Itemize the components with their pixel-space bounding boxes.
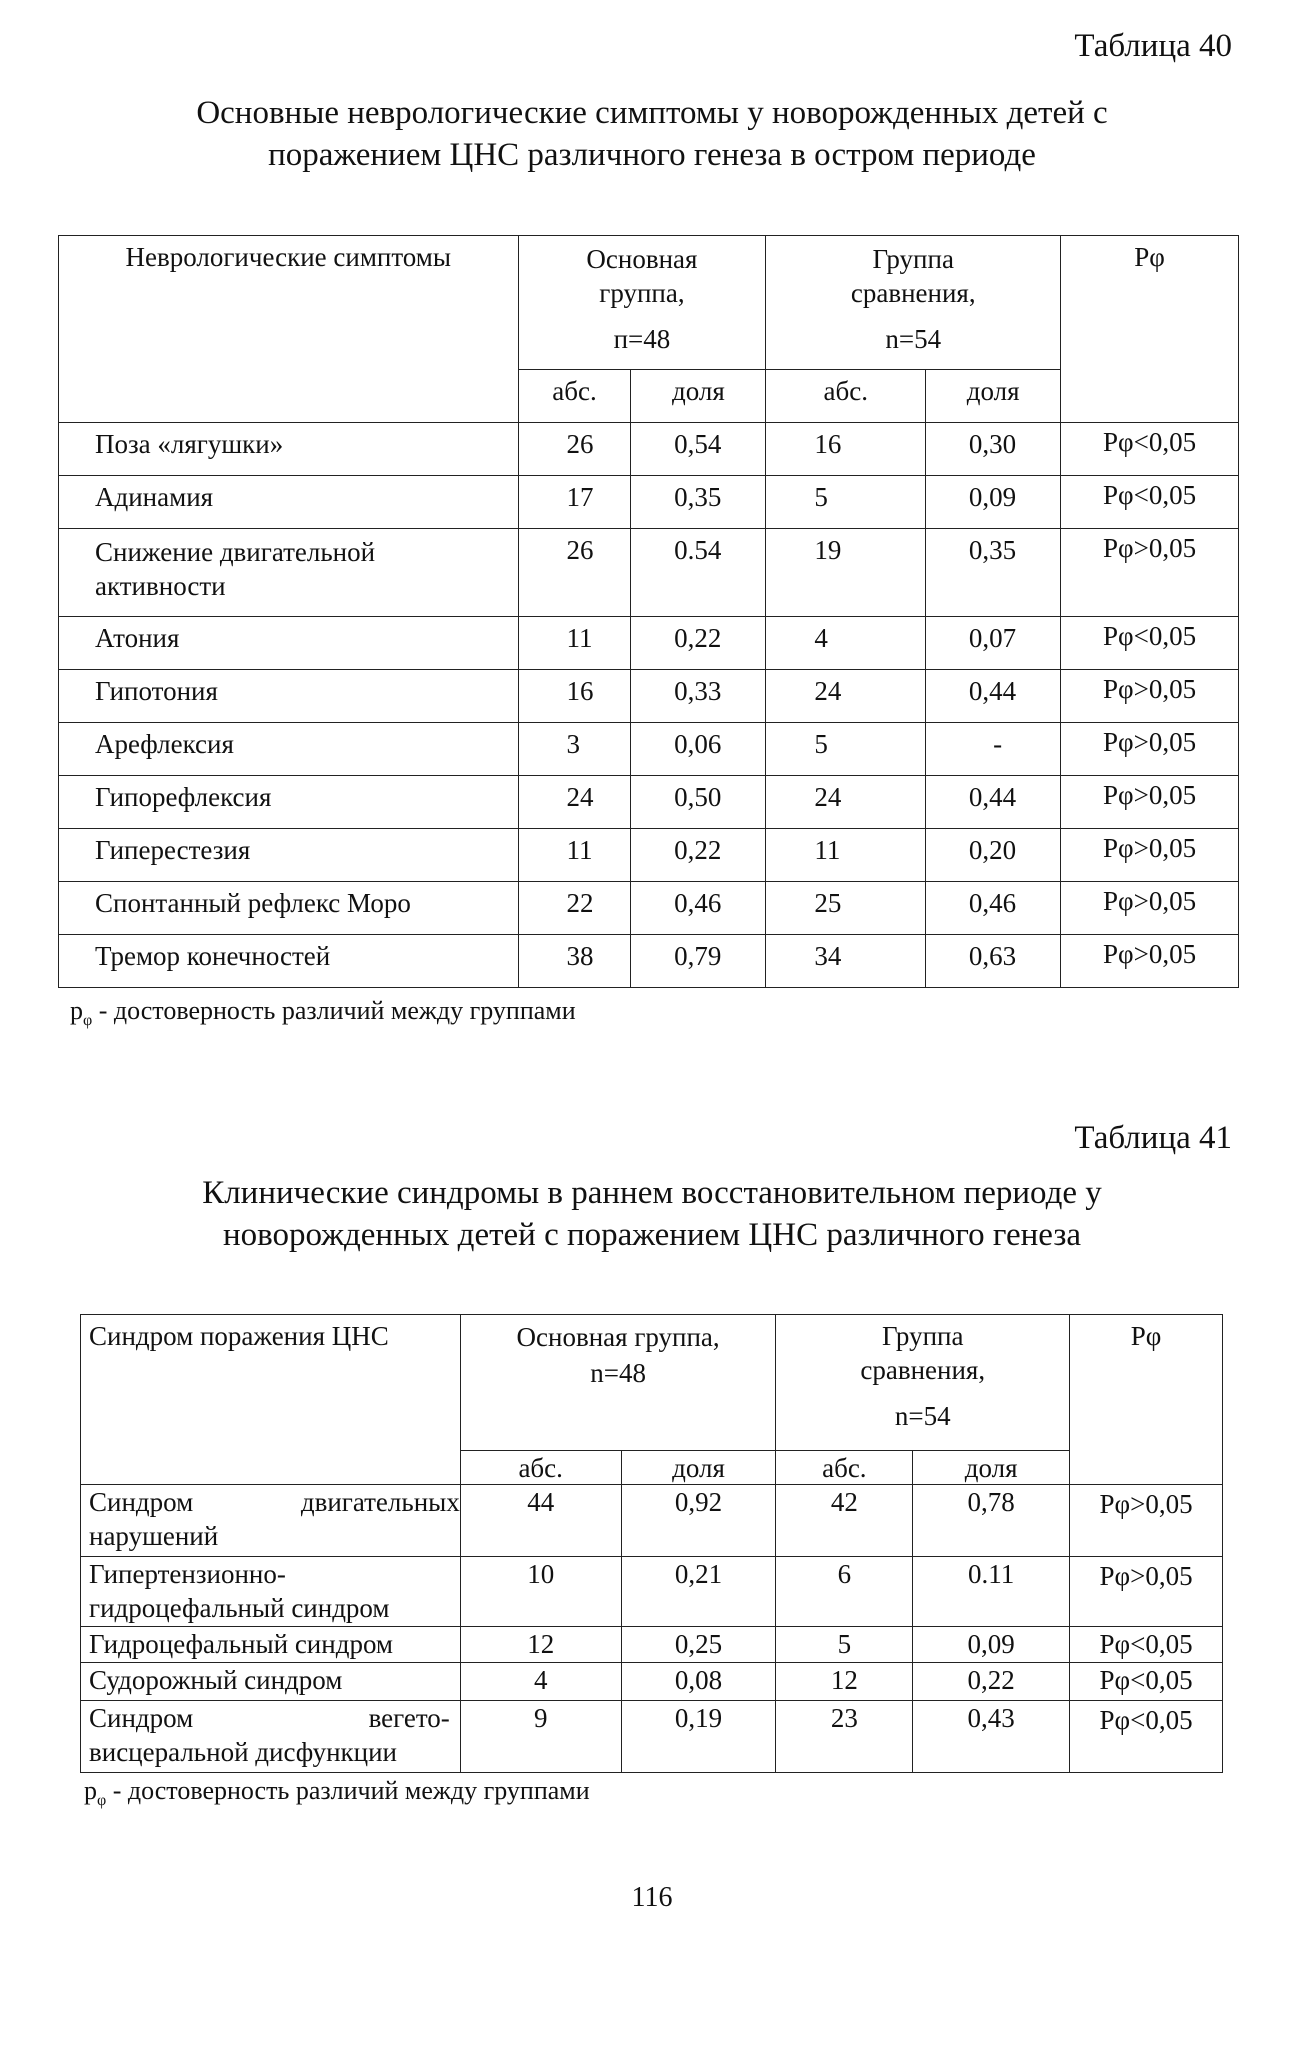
syndrome-name: Гидроцефальный синдром [81, 1627, 461, 1663]
share-main: 0,25 [621, 1627, 776, 1663]
caption-line: Клинические синдромы в раннем восстановительном периоде у [202, 1175, 1102, 1211]
syndrome-name: Гипертензионно- гидроцефальный синдром [81, 1557, 461, 1627]
share-comparison: 0.11 [913, 1557, 1070, 1627]
p-value: Рφ>0,05 [1061, 829, 1239, 882]
share-comparison: 0,30 [926, 423, 1061, 476]
p-value: Рφ>0,05 [1061, 670, 1239, 723]
abs-main: 26 [518, 423, 631, 476]
symptom-name: Адинамия [59, 476, 519, 529]
share-comparison: 0,20 [926, 829, 1061, 882]
table-41-caption [0, 1172, 1304, 1256]
symptom-name: Спонтанный рефлекс Моро [59, 882, 519, 935]
p-value: Рφ<0,05 [1061, 476, 1239, 529]
page-number: 116 [631, 1882, 673, 1913]
p-value: Рφ>0,05 [1070, 1485, 1223, 1557]
table-row [81, 1701, 1223, 1773]
table-row [59, 935, 1239, 988]
header-syndrome: Синдром поражения ЦНС [81, 1315, 461, 1485]
abs-comparison: 24 [766, 670, 926, 723]
table-row [59, 423, 1239, 476]
caption-line: новорожденных детей с поражением ЦНС различного генеза [223, 1217, 1081, 1253]
symptom-name: Тремор конечностей [59, 935, 519, 988]
abs-comparison: 5 [766, 476, 926, 529]
p-value: Рφ<0,05 [1070, 1701, 1223, 1773]
p-value: Рφ>0,05 [1061, 723, 1239, 776]
abs-comparison: 25 [766, 882, 926, 935]
p-value: Рφ>0,05 [1061, 776, 1239, 829]
share-comparison: 0,22 [913, 1663, 1070, 1701]
share-main: 0,22 [631, 617, 766, 670]
table-row [59, 723, 1239, 776]
header-p: Рφ [1061, 236, 1239, 423]
header-abs: абс. [776, 1451, 913, 1485]
abs-comparison: 23 [776, 1701, 913, 1773]
share-main: 0,50 [631, 776, 766, 829]
table-row [59, 829, 1239, 882]
abs-main: 16 [518, 670, 631, 723]
abs-comparison: 4 [766, 617, 926, 670]
table-40-label: Таблица 40 [1074, 28, 1232, 64]
share-comparison: 0,35 [926, 529, 1061, 617]
header-symptoms: Неврологические симптомы [59, 236, 519, 423]
p-value: Рφ>0,05 [1061, 935, 1239, 988]
header-share: доля [621, 1451, 776, 1485]
abs-main: 24 [518, 776, 631, 829]
header-comparison-group: Группа сравнения, n=54 [776, 1315, 1070, 1451]
share-comparison: 0,09 [913, 1627, 1070, 1663]
table-row [81, 1663, 1223, 1701]
header-abs: абс. [766, 370, 926, 423]
abs-main: 38 [518, 935, 631, 988]
abs-comparison: 42 [776, 1485, 913, 1557]
p-value: Рφ>0,05 [1061, 882, 1239, 935]
share-main: 0,19 [621, 1701, 776, 1773]
table-row [59, 476, 1239, 529]
share-main: 0,21 [621, 1557, 776, 1627]
caption-line: поражением ЦНС различного генеза в остром периоде [268, 137, 1036, 173]
abs-main: 26 [518, 529, 631, 617]
p-value: Рφ<0,05 [1070, 1663, 1223, 1701]
syndrome-name: Синдром двигательных нарушений [81, 1485, 461, 1557]
share-comparison: 0,78 [913, 1485, 1070, 1557]
share-main: 0,46 [631, 882, 766, 935]
share-main: 0,33 [631, 670, 766, 723]
table-row [59, 882, 1239, 935]
abs-comparison: 11 [766, 829, 926, 882]
share-comparison: 0,44 [926, 776, 1061, 829]
abs-main: 10 [460, 1557, 621, 1627]
table-40-footnote: $р_\varphi$ - достоверность различий между группами [70, 996, 576, 1030]
header-share: доля [913, 1451, 1070, 1485]
share-main: 0,54 [631, 423, 766, 476]
abs-main: 9 [460, 1701, 621, 1773]
table-40-caption [0, 92, 1304, 176]
abs-comparison: 5 [776, 1627, 913, 1663]
share-main: 0,92 [621, 1485, 776, 1557]
abs-main: 3 [518, 723, 631, 776]
share-comparison: 0,44 [926, 670, 1061, 723]
table-41-label: Таблица 41 [1074, 1120, 1232, 1156]
table-row [59, 670, 1239, 723]
share-main: 0,08 [621, 1663, 776, 1701]
symptom-name: Атония [59, 617, 519, 670]
p-value: Рφ>0,05 [1070, 1557, 1223, 1627]
symptom-name: Гиперестезия [59, 829, 519, 882]
abs-comparison: 34 [766, 935, 926, 988]
header-p: Рφ [1070, 1315, 1223, 1485]
abs-comparison: 19 [766, 529, 926, 617]
table-41-footnote: $р_\varphi$ - достоверность различий между группами [84, 1776, 590, 1810]
symptom-name: Поза «лягушки» [59, 423, 519, 476]
table-row [81, 1627, 1223, 1663]
share-main: 0.54 [631, 529, 766, 617]
table-row [59, 529, 1239, 617]
table-row [59, 776, 1239, 829]
share-comparison: 0,46 [926, 882, 1061, 935]
header-share: доля [926, 370, 1061, 423]
syndrome-name: Синдром вегето- висцеральной дисфункции [81, 1701, 461, 1773]
abs-main: 12 [460, 1627, 621, 1663]
header-abs: абс. [518, 370, 631, 423]
symptom-name: Снижение двигательной активности [59, 529, 519, 617]
header-share: доля [631, 370, 766, 423]
p-value: Рφ<0,05 [1061, 423, 1239, 476]
p-value: Рφ>0,05 [1061, 529, 1239, 617]
abs-main: 22 [518, 882, 631, 935]
abs-comparison: 6 [776, 1557, 913, 1627]
share-main: 0,22 [631, 829, 766, 882]
share-main: 0,35 [631, 476, 766, 529]
share-comparison: 0,07 [926, 617, 1061, 670]
table-row [59, 617, 1239, 670]
symptom-name: Гипотония [59, 670, 519, 723]
abs-comparison: 24 [766, 776, 926, 829]
table-40 [58, 235, 1239, 988]
header-abs: абс. [460, 1451, 621, 1485]
caption-line: Основные неврологические симптомы у новорожденных детей с [196, 95, 1108, 131]
syndrome-name: Судорожный синдром [81, 1663, 461, 1701]
symptom-name: Гипорефлексия [59, 776, 519, 829]
table-row [81, 1485, 1223, 1557]
abs-main: 44 [460, 1485, 621, 1557]
abs-comparison: 12 [776, 1663, 913, 1701]
share-comparison: 0,09 [926, 476, 1061, 529]
share-comparison: 0,63 [926, 935, 1061, 988]
abs-comparison: 5 [766, 723, 926, 776]
abs-main: 11 [518, 829, 631, 882]
share-main: 0,06 [631, 723, 766, 776]
table-41 [80, 1314, 1223, 1773]
abs-main: 11 [518, 617, 631, 670]
p-value: Рφ<0,05 [1061, 617, 1239, 670]
header-comparison-group: Группа сравнения, n=54 [766, 236, 1061, 370]
header-main-group: Основная группа, n=48 [460, 1315, 776, 1451]
abs-main: 17 [518, 476, 631, 529]
table-row [81, 1557, 1223, 1627]
share-comparison: - [926, 723, 1061, 776]
symptom-name: Арефлексия [59, 723, 519, 776]
abs-main: 4 [460, 1663, 621, 1701]
share-main: 0,79 [631, 935, 766, 988]
abs-comparison: 16 [766, 423, 926, 476]
share-comparison: 0,43 [913, 1701, 1070, 1773]
header-main-group: Основная группа, п=48 [518, 236, 766, 370]
p-value: Рφ<0,05 [1070, 1627, 1223, 1663]
